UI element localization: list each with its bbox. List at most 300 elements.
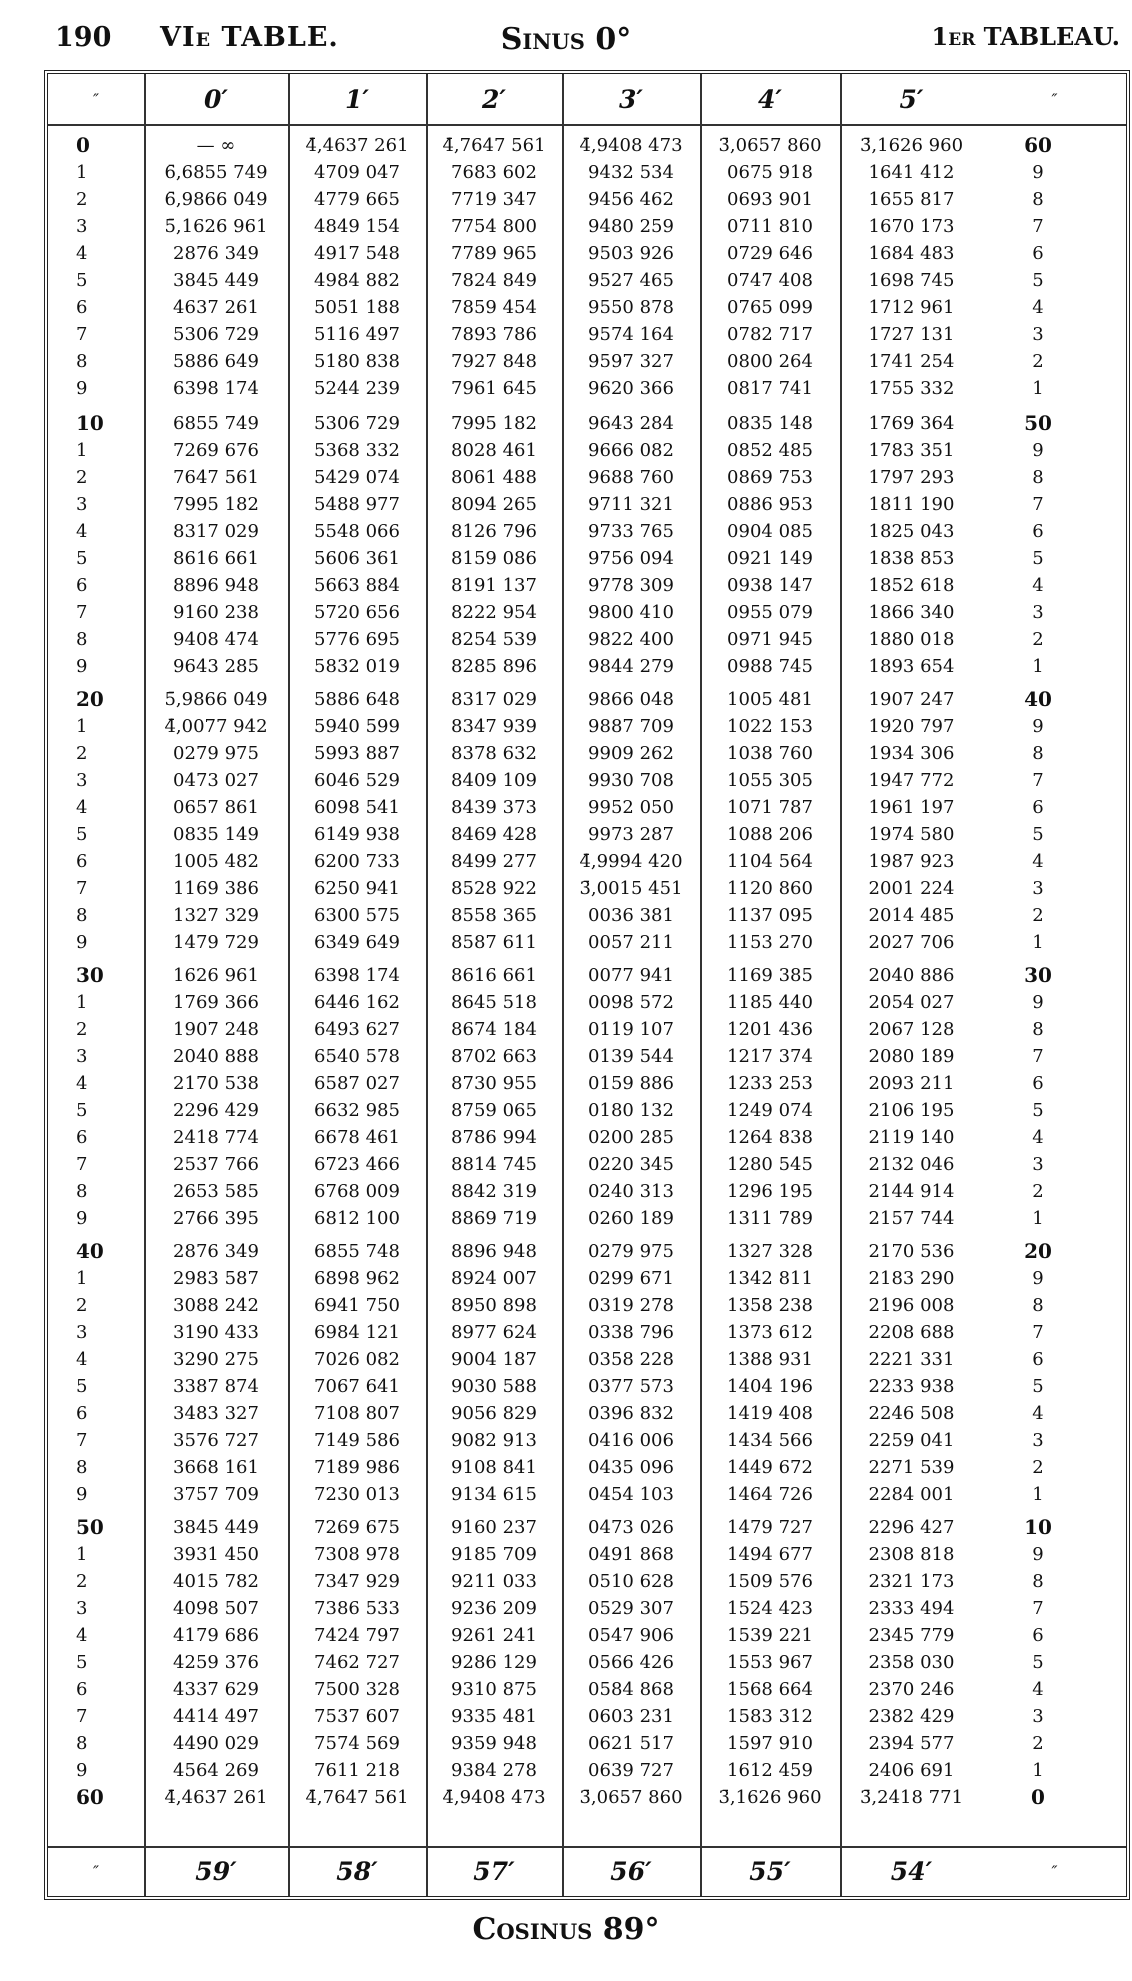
- table-cell: 6046 529: [314, 770, 400, 791]
- table-cell: 9866 048: [588, 689, 674, 710]
- table-cell: 2766 395: [173, 1208, 259, 1229]
- table-cell: 1449 672: [727, 1457, 813, 1478]
- row-seconds: 7: [76, 1430, 88, 1451]
- table-cell: 9236 209: [451, 1598, 537, 1619]
- row-seconds: 60: [76, 1785, 104, 1809]
- table-cell: 7537 607: [314, 1706, 400, 1727]
- table-cell: 0835 149: [173, 824, 259, 845]
- table-cell: 7108 807: [314, 1403, 400, 1424]
- table-cell: 9778 309: [588, 575, 674, 596]
- table-cell: 4̄,9408 473: [442, 1787, 546, 1808]
- table-cell: 9550 878: [588, 297, 674, 318]
- table-cell: 8645 518: [451, 992, 537, 1013]
- table-cell: 5663 884: [314, 575, 400, 596]
- table-cell: 9597 327: [588, 351, 674, 372]
- table-cell: 2014 485: [868, 905, 955, 926]
- table-cell: 8191 137: [451, 575, 537, 596]
- table-cell: 1880 018: [868, 629, 955, 650]
- table-cell: 6398 174: [173, 378, 259, 399]
- table-cell: — ∞: [196, 135, 236, 156]
- table-cell: 3̄,2418 771: [859, 1787, 964, 1808]
- row-seconds: 6: [76, 851, 88, 872]
- row-seconds-right: 3: [1032, 602, 1044, 623]
- table-cell: 5940 599: [314, 716, 400, 737]
- table-cell: 8842 319: [451, 1181, 537, 1202]
- table-cell: 1022 153: [727, 716, 813, 737]
- table-cell: 9185 709: [451, 1544, 537, 1565]
- row-seconds-right: 60: [1024, 133, 1052, 157]
- table-cell: 6200 733: [314, 851, 400, 872]
- minute-head: 2′: [482, 85, 506, 114]
- table-cell: 8499 277: [451, 851, 537, 872]
- table-cell: 5180 838: [314, 351, 400, 372]
- row-seconds-right: 7: [1032, 216, 1044, 237]
- table-cell: 2983 587: [173, 1268, 259, 1289]
- table-cell: 9822 400: [588, 629, 674, 650]
- table-cell: 1311 789: [727, 1208, 813, 1229]
- table-cell: 9643 284: [588, 413, 674, 434]
- table-cell: 5886 648: [314, 689, 400, 710]
- row-seconds: 2: [76, 467, 88, 488]
- table-cell: 2170 538: [173, 1073, 259, 1094]
- table-cell: 4179 686: [173, 1625, 259, 1646]
- table-cell: 6723 466: [314, 1154, 400, 1175]
- table-cell: 6250 941: [314, 878, 400, 899]
- table-cell: 8061 488: [451, 467, 537, 488]
- row-rule: [48, 1846, 1126, 1848]
- row-seconds: 2: [76, 1295, 88, 1316]
- table-cell: 0747 408: [727, 270, 813, 291]
- table-cell: 1947 772: [868, 770, 955, 791]
- row-seconds-right: 40: [1024, 687, 1052, 711]
- table-cell: 1698 745: [868, 270, 955, 291]
- table-cell: 1961 197: [868, 797, 955, 818]
- table-cell: 0473 027: [173, 770, 259, 791]
- table-cell: 0396 832: [588, 1403, 674, 1424]
- table-cell: 0036 381: [588, 905, 674, 926]
- table-cell: 9930 708: [588, 770, 674, 791]
- row-seconds-right: 9: [1032, 162, 1044, 183]
- table-cell: 7789 965: [451, 243, 537, 264]
- table-cell: 0299 671: [588, 1268, 674, 1289]
- table-cell: 1907 247: [868, 689, 955, 710]
- table-cell: 3290 275: [173, 1349, 259, 1370]
- table-cell: 0057 211: [588, 932, 674, 953]
- table-cell: 1783 351: [868, 440, 955, 461]
- table-cell: 0119 107: [588, 1019, 674, 1040]
- table-cell: 9286 129: [451, 1652, 537, 1673]
- minute-foot: 54′: [890, 1857, 933, 1886]
- table-cell: 4̄,7647 561: [305, 1787, 409, 1808]
- table-cell: 4̄,0077 942: [164, 716, 268, 737]
- row-seconds: 3: [76, 494, 88, 515]
- table-cell: 0938 147: [727, 575, 813, 596]
- row-rule: [48, 124, 1126, 126]
- table-cell: 0584 868: [588, 1679, 674, 1700]
- table-cell: 8759 065: [451, 1100, 537, 1121]
- row-seconds: 9: [76, 1484, 88, 1505]
- minute-head: 1′: [345, 85, 369, 114]
- row-seconds-right: 1: [1032, 1760, 1044, 1781]
- table-cell: 4̄,7647 561: [442, 135, 546, 156]
- table-cell: 7189 986: [314, 1457, 400, 1478]
- row-seconds: 5: [76, 548, 88, 569]
- table-cell: 2054 027: [868, 992, 955, 1013]
- minute-foot: 57′: [473, 1857, 515, 1886]
- table-cell: 0955 079: [727, 602, 813, 623]
- table-cell: 5832 019: [314, 656, 400, 677]
- table-cell: 8814 745: [451, 1154, 537, 1175]
- row-seconds-right: 4: [1032, 851, 1044, 872]
- row-seconds-right: 6: [1032, 1073, 1044, 1094]
- table-cell: 9973 287: [588, 824, 674, 845]
- table-cell: 1987 923: [868, 851, 955, 872]
- table-cell: 2106 195: [868, 1100, 955, 1121]
- table-cell: 2876 349: [173, 243, 259, 264]
- table-cell: 1479 727: [727, 1517, 813, 1538]
- table-cell: 0510 628: [588, 1571, 674, 1592]
- row-seconds: 6: [76, 1403, 88, 1424]
- table-cell: 9952 050: [588, 797, 674, 818]
- row-seconds: 7: [76, 324, 88, 345]
- page-footer-title: Cosinus 89°: [472, 1912, 660, 1947]
- table-cell: 8896 948: [173, 575, 259, 596]
- table-cell: 2296 429: [173, 1100, 259, 1121]
- table-cell: 1005 482: [173, 851, 259, 872]
- table-cell: 0358 228: [588, 1349, 674, 1370]
- row-seconds: 8: [76, 1181, 88, 1202]
- table-cell: 4917 548: [314, 243, 400, 264]
- table-cell: 1769 366: [173, 992, 259, 1013]
- table-cell: 6398 174: [314, 965, 400, 986]
- table-cell: 4̄,4637 261: [305, 135, 409, 156]
- table-cell: 7927 848: [451, 351, 537, 372]
- table-cell: 0279 975: [588, 1241, 674, 1262]
- table-cell: 3845 449: [173, 1517, 259, 1538]
- table-cell: 7347 929: [314, 1571, 400, 1592]
- row-seconds-right: 7: [1032, 1598, 1044, 1619]
- row-seconds: 9: [76, 1760, 88, 1781]
- row-seconds-right: 3: [1032, 1706, 1044, 1727]
- table-cell: 5̄,1626 961: [164, 216, 268, 237]
- table-cell: 8977 624: [451, 1322, 537, 1343]
- table-cell: 7683 602: [451, 162, 537, 183]
- table-cell: 8378 632: [451, 743, 537, 764]
- row-seconds-right: 8: [1032, 1571, 1044, 1592]
- table-cell: 0988 745: [727, 656, 813, 677]
- table-cell: 2296 427: [868, 1517, 955, 1538]
- table-cell: 9335 481: [451, 1706, 537, 1727]
- table-cell: 2653 585: [173, 1181, 259, 1202]
- minute-head: 0′: [204, 85, 228, 114]
- table-cell: 8616 661: [451, 965, 537, 986]
- table-cell: 5886 649: [173, 351, 259, 372]
- row-seconds: 1: [76, 162, 88, 183]
- table-cell: 5993 887: [314, 743, 400, 764]
- table-cell: 0869 753: [727, 467, 813, 488]
- table-cell: 8869 719: [451, 1208, 537, 1229]
- table-cell: 5306 729: [173, 324, 259, 345]
- table-cell: 1137 095: [727, 905, 813, 926]
- table-cell: 4490 029: [173, 1733, 259, 1754]
- table-label: VIe TABLE.: [160, 22, 339, 53]
- row-seconds-right: 2: [1032, 629, 1044, 650]
- row-seconds-right: 4: [1032, 1403, 1044, 1424]
- row-seconds: 3: [76, 770, 88, 791]
- row-seconds: 7: [76, 1154, 88, 1175]
- table-cell: 8786 994: [451, 1127, 537, 1148]
- table-cell: 8094 265: [451, 494, 537, 515]
- table-cell: 9733 765: [588, 521, 674, 542]
- table-cell: 1088 206: [727, 824, 813, 845]
- row-seconds-right: 2: [1032, 1733, 1044, 1754]
- table-cell: 0765 099: [727, 297, 813, 318]
- row-seconds-right: 9: [1032, 992, 1044, 1013]
- row-seconds-right: 5: [1032, 548, 1044, 569]
- table-cell: 5̄,9866 049: [164, 689, 268, 710]
- log-table: [48, 74, 1126, 1896]
- table-cell: 0077 941: [588, 965, 674, 986]
- table-cell: 7611 218: [314, 1760, 400, 1781]
- table-cell: 2093 211: [868, 1073, 955, 1094]
- seconds-foot-left: ″: [93, 1862, 99, 1881]
- table-cell: 9432 534: [588, 162, 674, 183]
- table-cell: 5116 497: [314, 324, 400, 345]
- table-cell: 8674 184: [451, 1019, 537, 1040]
- table-cell: 9384 278: [451, 1760, 537, 1781]
- table-cell: 2358 030: [868, 1652, 955, 1673]
- row-seconds: 1: [76, 992, 88, 1013]
- table-cell: 4259 376: [173, 1652, 259, 1673]
- table-cell: 2144 914: [868, 1181, 955, 1202]
- table-cell: 0435 096: [588, 1457, 674, 1478]
- table-cell: 9711 321: [588, 494, 674, 515]
- row-seconds-right: 6: [1032, 521, 1044, 542]
- row-seconds-right: 3: [1032, 1430, 1044, 1451]
- row-seconds: 1: [76, 1268, 88, 1289]
- table-cell: 7308 978: [314, 1544, 400, 1565]
- table-cell: 0279 975: [173, 743, 259, 764]
- table-cell: 1327 329: [173, 905, 259, 926]
- table-cell: 1464 726: [727, 1484, 813, 1505]
- row-seconds-right: 8: [1032, 1295, 1044, 1316]
- table-cell: 1811 190: [868, 494, 955, 515]
- table-cell: 9574 164: [588, 324, 674, 345]
- table-cell: 9211 033: [451, 1571, 537, 1592]
- table-cell: 1264 838: [727, 1127, 813, 1148]
- table-cell: 0603 231: [588, 1706, 674, 1727]
- table-cell: 1583 312: [727, 1706, 813, 1727]
- table-cell: 0693 901: [727, 189, 813, 210]
- table-cell: 1920 797: [868, 716, 955, 737]
- table-cell: 0473 026: [588, 1517, 674, 1538]
- table-cell: 5776 695: [314, 629, 400, 650]
- table-cell: 3̄,0657 860: [579, 1787, 683, 1808]
- table-cell: 2196 008: [868, 1295, 955, 1316]
- table-cell: 2370 246: [868, 1679, 955, 1700]
- table-cell: 4337 629: [173, 1679, 259, 1700]
- row-seconds-right: 5: [1032, 1100, 1044, 1121]
- minute-head: 3′: [619, 85, 643, 114]
- row-seconds: 30: [76, 963, 104, 987]
- table-cell: 6300 575: [314, 905, 400, 926]
- row-seconds-right: 2: [1032, 1181, 1044, 1202]
- table-cell: 1641 412: [868, 162, 955, 183]
- table-cell: 6855 748: [314, 1241, 400, 1262]
- row-seconds: 9: [76, 932, 88, 953]
- table-cell: 9503 926: [588, 243, 674, 264]
- table-cell: 6941 750: [314, 1295, 400, 1316]
- table-cell: 1327 328: [727, 1241, 813, 1262]
- table-cell: 2001 224: [868, 878, 955, 899]
- table-cell: 8317 029: [451, 689, 537, 710]
- table-cell: 1934 306: [868, 743, 955, 764]
- row-seconds-right: 5: [1032, 1376, 1044, 1397]
- table-cell: 6098 541: [314, 797, 400, 818]
- table-cell: 9688 760: [588, 467, 674, 488]
- table-cell: 5606 361: [314, 548, 400, 569]
- table-cell: 1373 612: [727, 1322, 813, 1343]
- row-seconds-right: 6: [1032, 1349, 1044, 1370]
- table-cell: 4̄,9408 473: [579, 135, 683, 156]
- table-cell: 0904 085: [727, 521, 813, 542]
- table-cell: 1104 564: [727, 851, 813, 872]
- table-cell: 8950 898: [451, 1295, 537, 1316]
- table-cell: 0180 132: [588, 1100, 674, 1121]
- table-cell: 1358 238: [727, 1295, 813, 1316]
- table-cell: 1741 254: [868, 351, 955, 372]
- row-seconds-right: 10: [1024, 1515, 1052, 1539]
- table-cell: 2208 688: [868, 1322, 955, 1343]
- table-cell: 9134 615: [451, 1484, 537, 1505]
- table-cell: 8469 428: [451, 824, 537, 845]
- table-cell: 1185 440: [727, 992, 813, 1013]
- row-seconds-right: 8: [1032, 1019, 1044, 1040]
- row-seconds: 7: [76, 878, 88, 899]
- table-cell: 7995 182: [173, 494, 259, 515]
- row-seconds: 4: [76, 243, 88, 264]
- table-cell: 8317 029: [173, 521, 259, 542]
- table-cell: 9756 094: [588, 548, 674, 569]
- table-cell: 4779 665: [314, 189, 400, 210]
- row-seconds-right: 4: [1032, 297, 1044, 318]
- table-cell: 0416 006: [588, 1430, 674, 1451]
- table-cell: 7424 797: [314, 1625, 400, 1646]
- table-cell: 2233 938: [868, 1376, 955, 1397]
- table-cell: 3190 433: [173, 1322, 259, 1343]
- table-cell: 9056 829: [451, 1403, 537, 1424]
- table-cell: 0338 796: [588, 1322, 674, 1343]
- table-cell: 3̄,0015 451: [579, 878, 683, 899]
- table-cell: 8730 955: [451, 1073, 537, 1094]
- table-cell: 1404 196: [727, 1376, 813, 1397]
- row-seconds: 8: [76, 629, 88, 650]
- page-number: 190: [55, 22, 112, 53]
- row-seconds-right: 8: [1032, 189, 1044, 210]
- table-cell: 1597 910: [727, 1733, 813, 1754]
- table-cell: 0159 886: [588, 1073, 674, 1094]
- table-cell: 1974 580: [868, 824, 955, 845]
- table-cell: 0454 103: [588, 1484, 674, 1505]
- table-cell: 0529 307: [588, 1598, 674, 1619]
- table-cell: 6678 461: [314, 1127, 400, 1148]
- table-cell: 0200 285: [588, 1127, 674, 1148]
- table-cell: 7230 013: [314, 1484, 400, 1505]
- row-seconds: 2: [76, 1571, 88, 1592]
- table-cell: 0971 945: [727, 629, 813, 650]
- table-cell: 1419 408: [727, 1403, 813, 1424]
- row-seconds-right: 9: [1032, 1268, 1044, 1289]
- table-cell: 9909 262: [588, 743, 674, 764]
- row-seconds-right: 50: [1024, 411, 1052, 435]
- table-cell: 2345 779: [868, 1625, 955, 1646]
- table-cell: 9408 474: [173, 629, 259, 650]
- table-cell: 0800 264: [727, 351, 813, 372]
- row-seconds: 5: [76, 824, 88, 845]
- seconds-foot-right: ″: [1051, 1862, 1058, 1881]
- row-seconds: 4: [76, 1625, 88, 1646]
- row-seconds: 2: [76, 189, 88, 210]
- table-cell: 9108 841: [451, 1457, 537, 1478]
- row-seconds: 4: [76, 521, 88, 542]
- table-cell: 6632 985: [314, 1100, 400, 1121]
- table-cell: 1388 931: [727, 1349, 813, 1370]
- table-cell: 9082 913: [451, 1430, 537, 1451]
- table-cell: 1055 305: [727, 770, 813, 791]
- row-seconds: 5: [76, 1100, 88, 1121]
- table-cell: 0566 426: [588, 1652, 674, 1673]
- table-cell: 0547 906: [588, 1625, 674, 1646]
- row-seconds-right: 2: [1032, 351, 1044, 372]
- row-seconds-right: 30: [1024, 963, 1052, 987]
- table-cell: 0729 646: [727, 243, 813, 264]
- minute-foot: 58′: [336, 1857, 378, 1886]
- table-cell: 5051 188: [314, 297, 400, 318]
- row-seconds: 8: [76, 351, 88, 372]
- table-cell: 2132 046: [868, 1154, 955, 1175]
- table-cell: 0921 149: [727, 548, 813, 569]
- row-seconds: 3: [76, 216, 88, 237]
- table-cell: 1825 043: [868, 521, 955, 542]
- table-cell: 9800 410: [588, 602, 674, 623]
- table-cell: 0098 572: [588, 992, 674, 1013]
- row-seconds-right: 5: [1032, 824, 1044, 845]
- table-cell: 0675 918: [727, 162, 813, 183]
- table-cell: 2308 818: [868, 1544, 955, 1565]
- table-cell: 4637 261: [173, 297, 259, 318]
- table-cell: 2040 886: [868, 965, 955, 986]
- table-cell: 1626 961: [173, 965, 259, 986]
- table-cell: 0220 345: [588, 1154, 674, 1175]
- row-seconds-right: 6: [1032, 797, 1044, 818]
- table-cell: 8558 365: [451, 905, 537, 926]
- row-seconds-right: 3: [1032, 1154, 1044, 1175]
- table-cell: 1249 074: [727, 1100, 813, 1121]
- table-cell: 6855 749: [173, 413, 259, 434]
- table-cell: 7269 676: [173, 440, 259, 461]
- table-cell: 1852 618: [868, 575, 955, 596]
- table-cell: 0639 727: [588, 1760, 674, 1781]
- table-cell: 9887 709: [588, 716, 674, 737]
- row-seconds-right: 7: [1032, 1046, 1044, 1067]
- table-cell: 3845 449: [173, 270, 259, 291]
- row-seconds-right: 1: [1032, 932, 1044, 953]
- table-cell: 2321 173: [868, 1571, 955, 1592]
- row-seconds: 4: [76, 1349, 88, 1370]
- table-cell: 6349 649: [314, 932, 400, 953]
- tableau-label: 1er TABLEAU.: [931, 22, 1120, 51]
- row-seconds-right: 4: [1032, 1679, 1044, 1700]
